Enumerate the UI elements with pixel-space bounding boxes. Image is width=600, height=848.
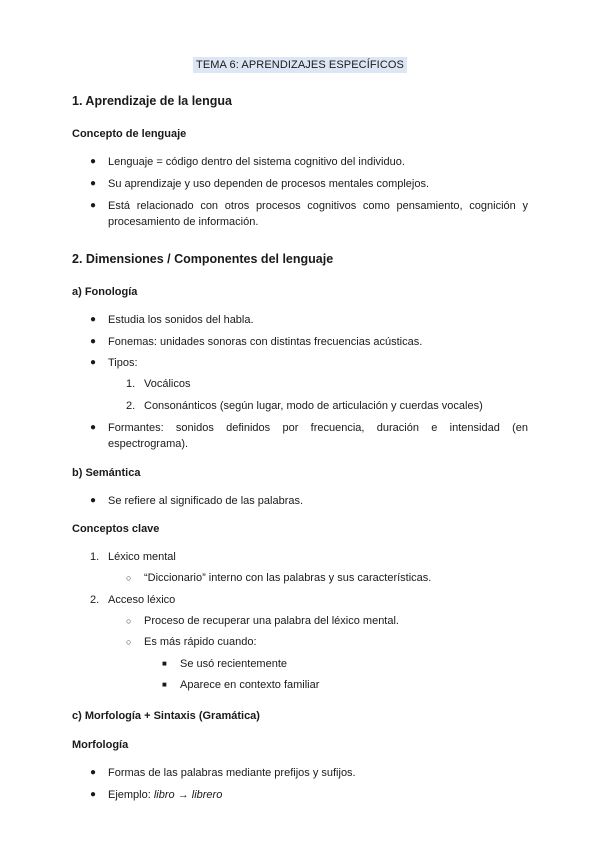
bullet-dot: ●: [90, 422, 97, 433]
list-item: Lenguaje = código dentro del sistema cognitivo del individuo.: [108, 156, 405, 168]
sub-item: Proceso de recuperar una palabra del léxico mental.: [144, 615, 399, 627]
square-bullet: ■: [162, 680, 167, 689]
sub-item: “Diccionario” interno con las palabras y sus características.: [144, 572, 432, 584]
bullet-dot: ●: [90, 789, 97, 800]
list-item: Se refiere al significado de las palabras.: [108, 495, 304, 507]
circle-bullet: ○: [126, 616, 132, 626]
example-text: libro → librero: [153, 789, 223, 801]
numbered-item: Vocálicos: [144, 378, 191, 390]
bullet-dot: ●: [90, 767, 97, 778]
concepto-lenguaje-heading: Concepto de lenguaje: [72, 128, 187, 140]
morfologia-sintaxis-heading: c) Morfología + Sintaxis (Gramática): [72, 710, 260, 722]
section-1-heading: 1. Aprendizaje de la lengua: [72, 94, 232, 108]
list-item: [108, 787, 222, 803]
bullet-dot: ●: [90, 314, 97, 325]
bullet-dot: ●: [90, 200, 97, 211]
bullet-dot: ●: [90, 495, 97, 506]
numbered-marker: 1.: [90, 551, 100, 563]
list-item: Formas de las palabras mediante prefijos y sufijos.: [108, 767, 356, 779]
document-title: TEMA 6: APRENDIZAJES ESPECÍFICOS: [193, 57, 407, 73]
conceptos-clave-heading: Conceptos clave: [72, 523, 160, 535]
bullet-dot: ●: [90, 156, 97, 167]
list-item-line: Formantes: sonidos definidos por frecuencia, duración e intensidad (en: [108, 422, 528, 434]
bullet-dot: ●: [90, 178, 97, 189]
bullet-dot: ●: [90, 357, 97, 368]
numbered-marker: 2.: [90, 594, 100, 606]
numbered-item: Acceso léxico: [108, 594, 176, 606]
list-item-line: espectrograma).: [108, 438, 189, 450]
sub-sub-item: Se usó recientemente: [180, 658, 288, 670]
sub-sub-item: Aparece en contexto familiar: [180, 679, 320, 691]
semantica-heading: b) Semántica: [72, 467, 141, 479]
morfologia-heading: Morfología: [72, 739, 129, 751]
list-item-line: procesamiento de información.: [108, 216, 259, 228]
fonologia-heading: a) Fonología: [72, 286, 138, 298]
list-item: Tipos:: [108, 357, 138, 369]
square-bullet: ■: [162, 659, 167, 668]
bullet-dot: ●: [90, 336, 97, 347]
section-2-heading: 2. Dimensiones / Componentes del lenguaje: [72, 252, 334, 266]
numbered-marker: 1.: [126, 378, 136, 390]
circle-bullet: ○: [126, 637, 132, 647]
list-item-line: Está relacionado con otros procesos cognitivos como pensamiento, cognición y: [108, 200, 528, 212]
list-item: Su aprendizaje y uso dependen de procesos mentales complejos.: [108, 178, 430, 190]
list-item: Fonemas: unidades sonoras con distintas frecuencias acústicas.: [108, 336, 423, 348]
example-label: Ejemplo:: [108, 789, 154, 801]
numbered-item: Consonánticos (según lugar, modo de articulación y cuerdas vocales): [144, 400, 483, 412]
numbered-item: Léxico mental: [108, 551, 176, 563]
sub-item: Es más rápido cuando:: [144, 636, 257, 648]
title-wrap: [0, 55, 600, 73]
list-item: Estudia los sonidos del habla.: [108, 314, 254, 326]
numbered-marker: 2.: [126, 400, 136, 412]
circle-bullet: ○: [126, 573, 132, 583]
